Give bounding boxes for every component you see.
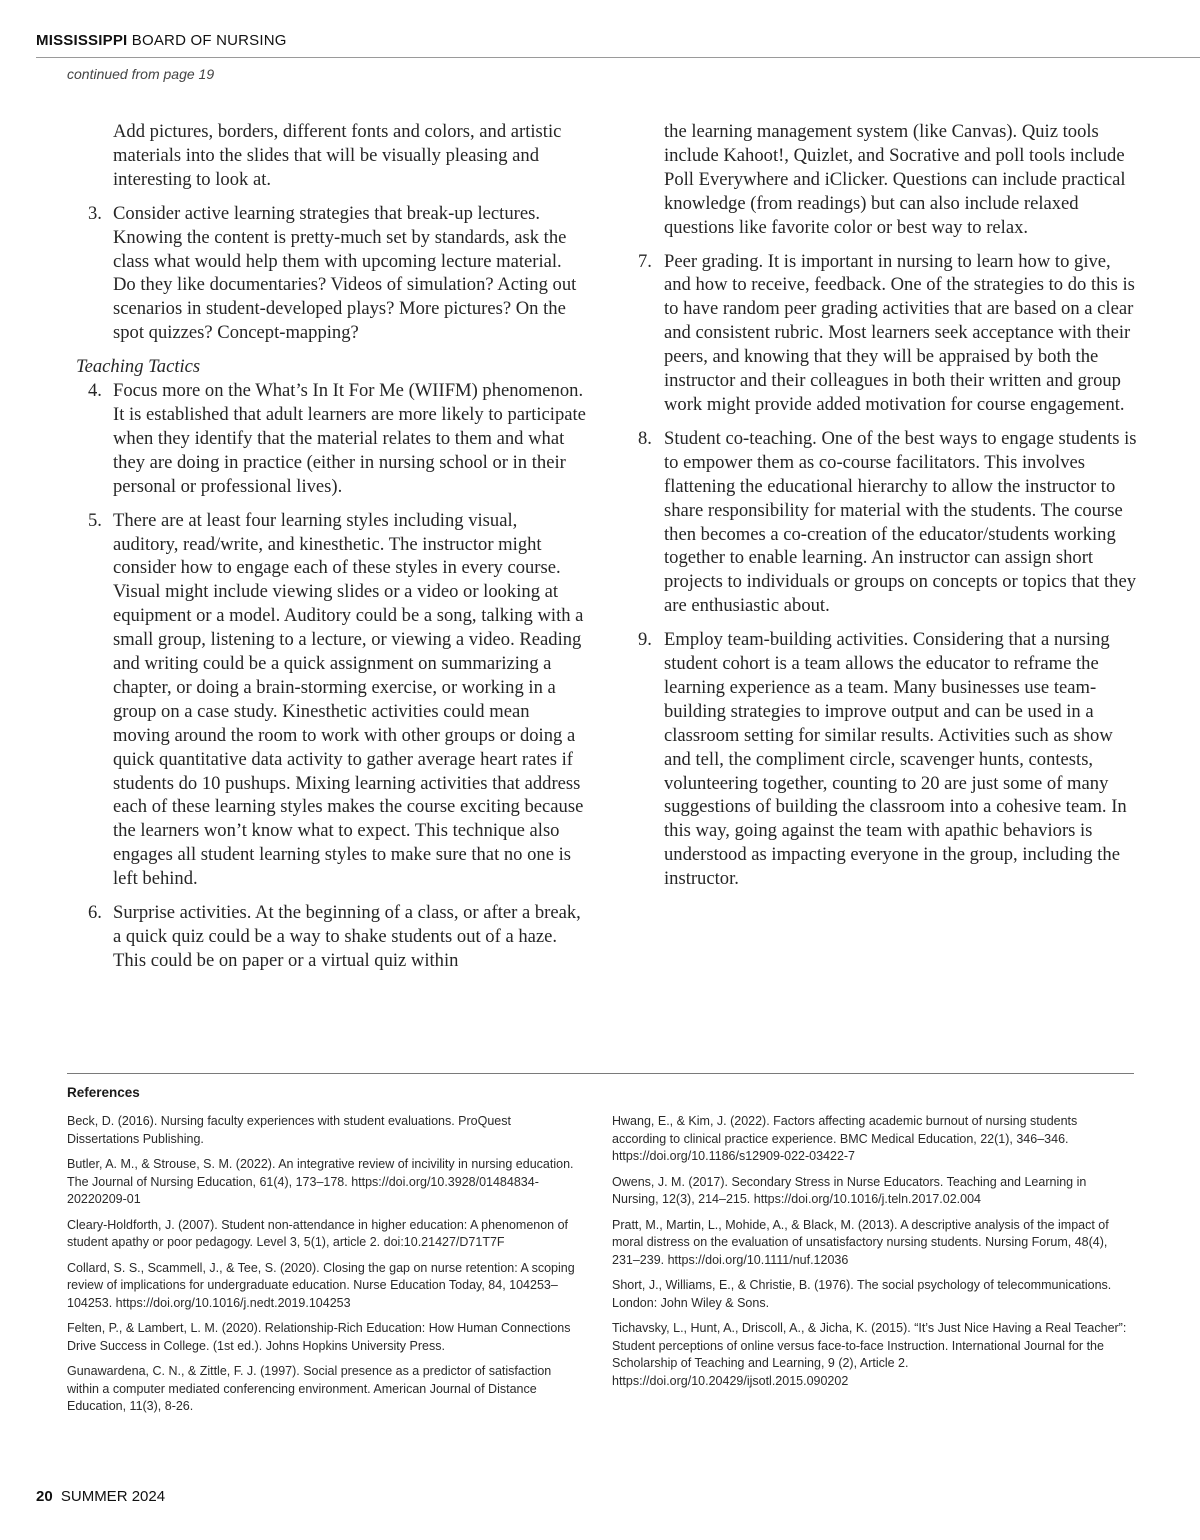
list-number: 4. (88, 380, 102, 402)
continued-paragraph: Add pictures, borders, different fonts and colors, and artistic materials into the slides that will be visually pleasing and interesting to look at. (113, 121, 562, 190)
list-text: There are at least four learning styles including visual, auditory, read/write, and kinesthetic. The instructor might consider how to engage each of these styles in every course. Visual might include viewing slides or a video or looking at equipment or a model. Auditory could be a song, talking with a small group, listening to a lecture, or viewing a video. Reading and writing could be a quick assignment on summarizing a chapter, or doing a brain-storming exercise, or working in a group on a case study. Kinesthetic activities could mean moving around the room to work with other groups or doing a quick quantitative data activity to gather average heart rates if students do 10 pushups. Mixing learning activities that address each of these learning styles makes the course exciting because the learners won’t know what to expect. This technique also engages all student learning styles to make sure that no one is left behind. (113, 509, 584, 890)
reference-entry: Gunawardena, C. N., & Zittle, F. J. (1997). Social presence as a predictor of satisfaction within a computer mediated conferencing environment. American Journal of Distance Education, 11(3), 8-26. (67, 1364, 552, 1413)
publication-name-bold: MISSISSIPPI (36, 32, 128, 49)
list-text: Focus more on the What’s In It For Me (WIIFM) phenomenon. It is established that adult learners are more likely to participate when they identify that the material relates to them and what they are doing in practice (either in nursing school or in their personal or professional lives). (113, 380, 586, 497)
reference-entry: Short, J., Williams, E., & Christie, B. (1976). The social psychology of telecommunications. London: John Wiley & Sons. (612, 1278, 1112, 1310)
reference-entry: Cleary-Holdforth, J. (2007). Student non-attendance in higher education: A phenomenon of student apathy or poor pedagogy. Level 3, 5(1), article 2. doi:10.21427/D71T7F (67, 1217, 569, 1249)
list-number: 3. (88, 202, 102, 224)
reference-entry: Hwang, E., & Kim, J. (2022). Factors affecting academic burnout of nursing students according to clinical practice experience. BMC Medical Education, 22(1), 346–346. https://doi.org/10.1186/s12909-022-03422-7 (612, 1114, 1078, 1163)
list-number: 6. (88, 902, 102, 924)
list-number: 8. (638, 427, 652, 449)
left-column (76, 120, 586, 973)
reference-entry: Collard, S. S., Scammell, J., & Tee, S. (2020). Closing the gap on nurse retention: A scoping review of implications for undergraduate education. Nurse Education Today, 84, 104253–104253. https://doi.org/10.1016/j.nedt.2019.104253 (67, 1260, 575, 1310)
page-header (36, 32, 1200, 52)
list-item-3 (76, 202, 586, 345)
right-column (626, 120, 1138, 891)
reference-entry: Owens, J. M. (2017). Secondary Stress in Nurse Educators. Teaching and Learning in Nursing, 12(3), 214–215. https://doi.org/10.1016/j.teln.2017.02.004 (612, 1174, 1087, 1206)
list-item-8 (626, 427, 1138, 618)
reference-entry: Butler, A. M., & Strouse, S. M. (2022). An integrative review of incivility in nursing education. The Journal of Nursing Education, 61(4), 173–178. https://doi.org/10.3928/01484834-20220209-01 (67, 1157, 574, 1206)
list-number: 7. (638, 250, 652, 272)
list-text: Consider active learning strategies that break-up lectures. Knowing the content is pretty-much set by standards, ask the class what would help them with upcoming lecture material. Do they like documentaries? Videos of simulation? Acting out scenarios in student-developed plays? More pictures? On the spot quizzes? Concept-mapping? (113, 202, 577, 344)
reference-entry: Tichavsky, L., Hunt, A., Driscoll, A., & Jicha, K. (2015). “It’s Just Nice Having a Real Teacher”: Student perceptions of online versus face-to-face Instruction. International Journal for the Scholarship of Teaching and Learning, 9 (2), Article 2. https://doi.org/10.20429/ijsotl.2015.090202 (612, 1321, 1127, 1388)
list-text: Employ team-building activities. Considering that a nursing student cohort is a team allows the educator to reframe the learning experience as a team. Many businesses use team-building strategies to improve output and can be used in a classroom setting for similar results. Activities such as show and tell, the compliment circle, scavenger hunts, contests, volunteering together, counting to 20 are just some of many suggestions of building the classroom into a cohesive team. In this way, going against the team with apathic behaviors is understood as impacting everyone in the group, including the instructor. (664, 629, 1127, 890)
publication-name (36, 32, 287, 49)
list-item-5 (76, 509, 586, 892)
list-item-6 (76, 901, 586, 973)
list-text: Student co-teaching. One of the best ways to engage students is to empower them as co-course facilitators. This involves flattening the educational hierarchy to allow the instructor to share responsibility for material with the students. The course then becomes a co-creation of the educator/students working together to enable learning. An instructor can assign short projects to individuals or groups on concepts or topics that they are enthusiastic about. (664, 427, 1137, 617)
issue-label: SUMMER 2024 (60, 1488, 166, 1505)
header-divider (36, 57, 1200, 58)
page-footer (36, 1488, 165, 1505)
continued-note: continued from page 19 (67, 66, 215, 82)
list-item-4 (76, 379, 586, 499)
references-left-column (67, 1113, 577, 1424)
references-title: References (67, 1085, 140, 1100)
references-right-column (612, 1113, 1134, 1398)
references-divider (67, 1073, 1134, 1074)
reference-entry: Beck, D. (2016). Nursing faculty experiences with student evaluations. ProQuest Dissertations Publishing. (67, 1114, 511, 1146)
list-number: 9. (638, 629, 652, 651)
list-item-7 (626, 250, 1138, 417)
reference-entry: Felten, P., & Lambert, L. M. (2020). Relationship-Rich Education: How Human Connections Drive Success in College. (1st ed.). Johns Hopkins University Press. (67, 1321, 571, 1353)
list-item-9 (626, 628, 1138, 891)
continued-paragraph: the learning management system (like Canvas). Quiz tools include Kahoot!, Quizlet, and Socrative and poll tools include Poll Everywhere and iClicker. Questions can include practical knowledge (from readings) but can also include relaxed questions like favorite color or best way to relax. (664, 121, 1126, 238)
page-number: 20 (36, 1488, 53, 1505)
reference-entry: Pratt, M., Martin, L., Mohide, A., & Black, M. (2013). A descriptive analysis of the impact of moral distress on the evaluation of unsatisfactory nursing students. Nursing Forum, 48(4), 231–239. https://doi.org/10.1111/nuf.12036 (612, 1217, 1109, 1267)
list-number: 5. (88, 509, 102, 531)
publication-name-rest: BOARD OF NURSING (127, 32, 287, 49)
list-text: Peer grading. It is important in nursing to learn how to give, and how to receive, feedback. One of the strategies to do this is to have random peer grading activities that are based on a clear and consistent rubric. Most learners seek acceptance with their peers, and knowing that they will be appraised by both the instructor and their colleagues in both their written and group work might provide added motivation for course engagement. (664, 250, 1135, 415)
list-text: Surprise activities. At the beginning of a class, or after a break, a quick quiz could be a way to shake students out of a haze. This could be on paper or a virtual quiz within (113, 902, 581, 971)
section-heading: Teaching Tactics (76, 356, 201, 378)
